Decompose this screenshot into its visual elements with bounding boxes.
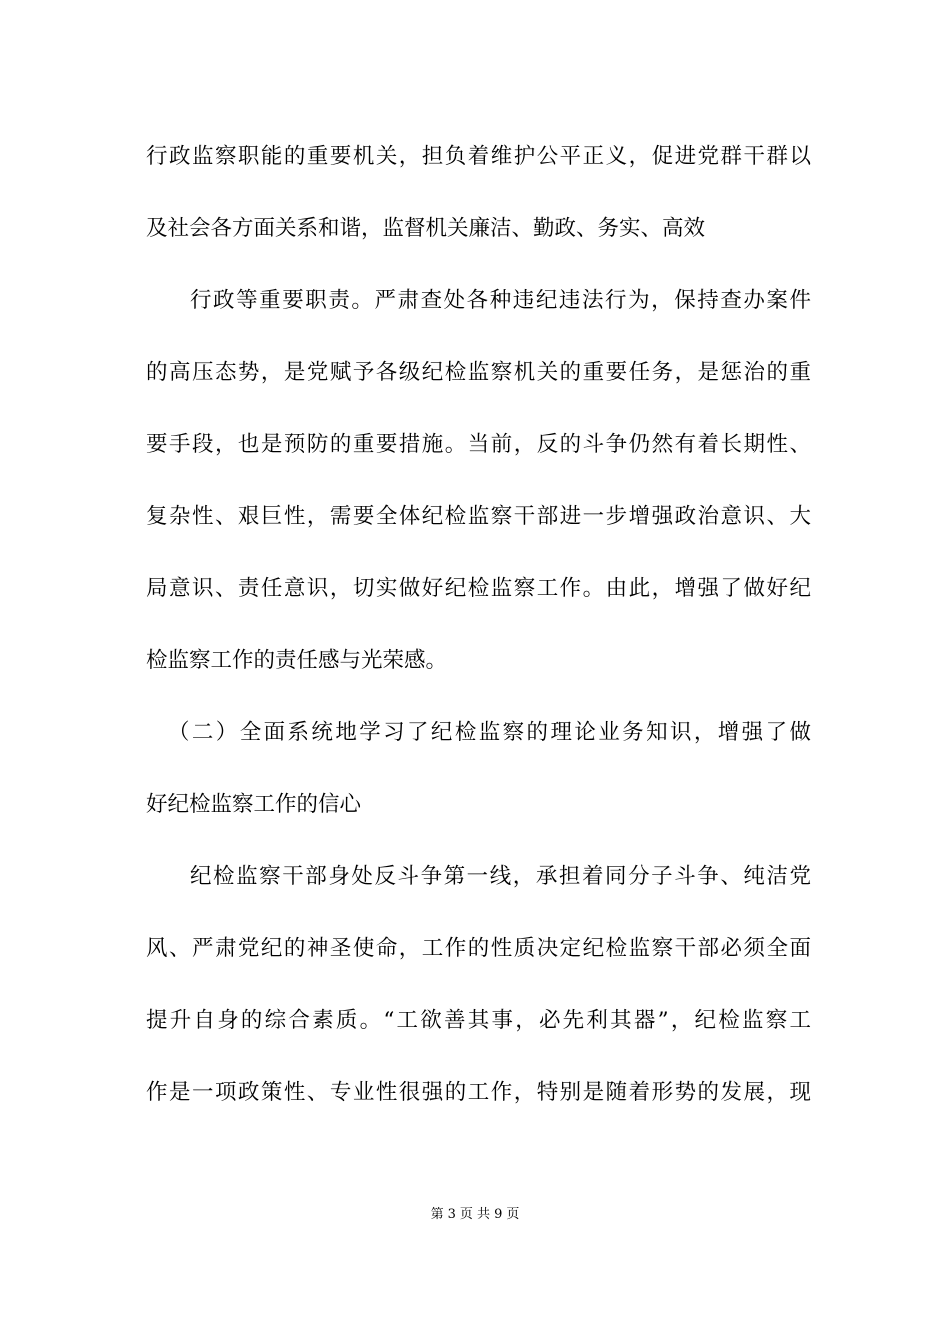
text-line: 及社会各方面关系和谐，监督机关廉洁、勤政、务实、高效 [146,216,706,241]
footer-middle: 页 共 [459,1207,491,1222]
total-page-number: 9 [494,1207,503,1222]
text-line: 局意识、责任意识，切实做好纪检监察工作。由此，增强了做好纪 [146,576,811,601]
text-line: 行政监察职能的重要机关，担负着维护公平正义，促进党群干群以 [146,144,811,169]
text-line: 行政等重要职责。严肃查处各种违纪违法行为，保持查办案件 [190,288,811,313]
text-line: 要手段，也是预防的重要措施。当前，反的斗争仍然有着长期性、 [146,432,811,457]
section-heading-line: 好纪检监察工作的信心 [146,792,362,817]
text-line: 的高压态势，是党赋予各级纪检监察机关的重要任务，是惩治的重 [146,360,811,385]
text-line: 复杂性、艰巨性，需要全体纪检监察干部进一步增强政治意识、大 [146,504,811,529]
text-line: 提升自身的综合素质。“工欲善其事，必先利其器”，纪检监察工 [146,1008,811,1033]
page-footer [0,1205,950,1225]
footer-suffix: 页 [506,1207,520,1222]
text-line: 检监察工作的责任感与光荣感。 [146,648,448,673]
footer-prefix: 第 [430,1207,444,1222]
current-page-number: 3 [447,1207,456,1222]
section-heading-line: （二）全面系统地学习了纪检监察的理论业务知识，增强了做 [168,720,811,745]
text-line: 风、严肃党纪的神圣使命，工作的性质决定纪检监察干部必须全面 [146,936,811,961]
text-line: 纪检监察干部身处反斗争第一线，承担着同分子斗争、纯洁党 [190,864,811,889]
text-line: 作是一项政策性、专业性很强的工作，特别是随着形势的发展，现 [146,1080,811,1105]
